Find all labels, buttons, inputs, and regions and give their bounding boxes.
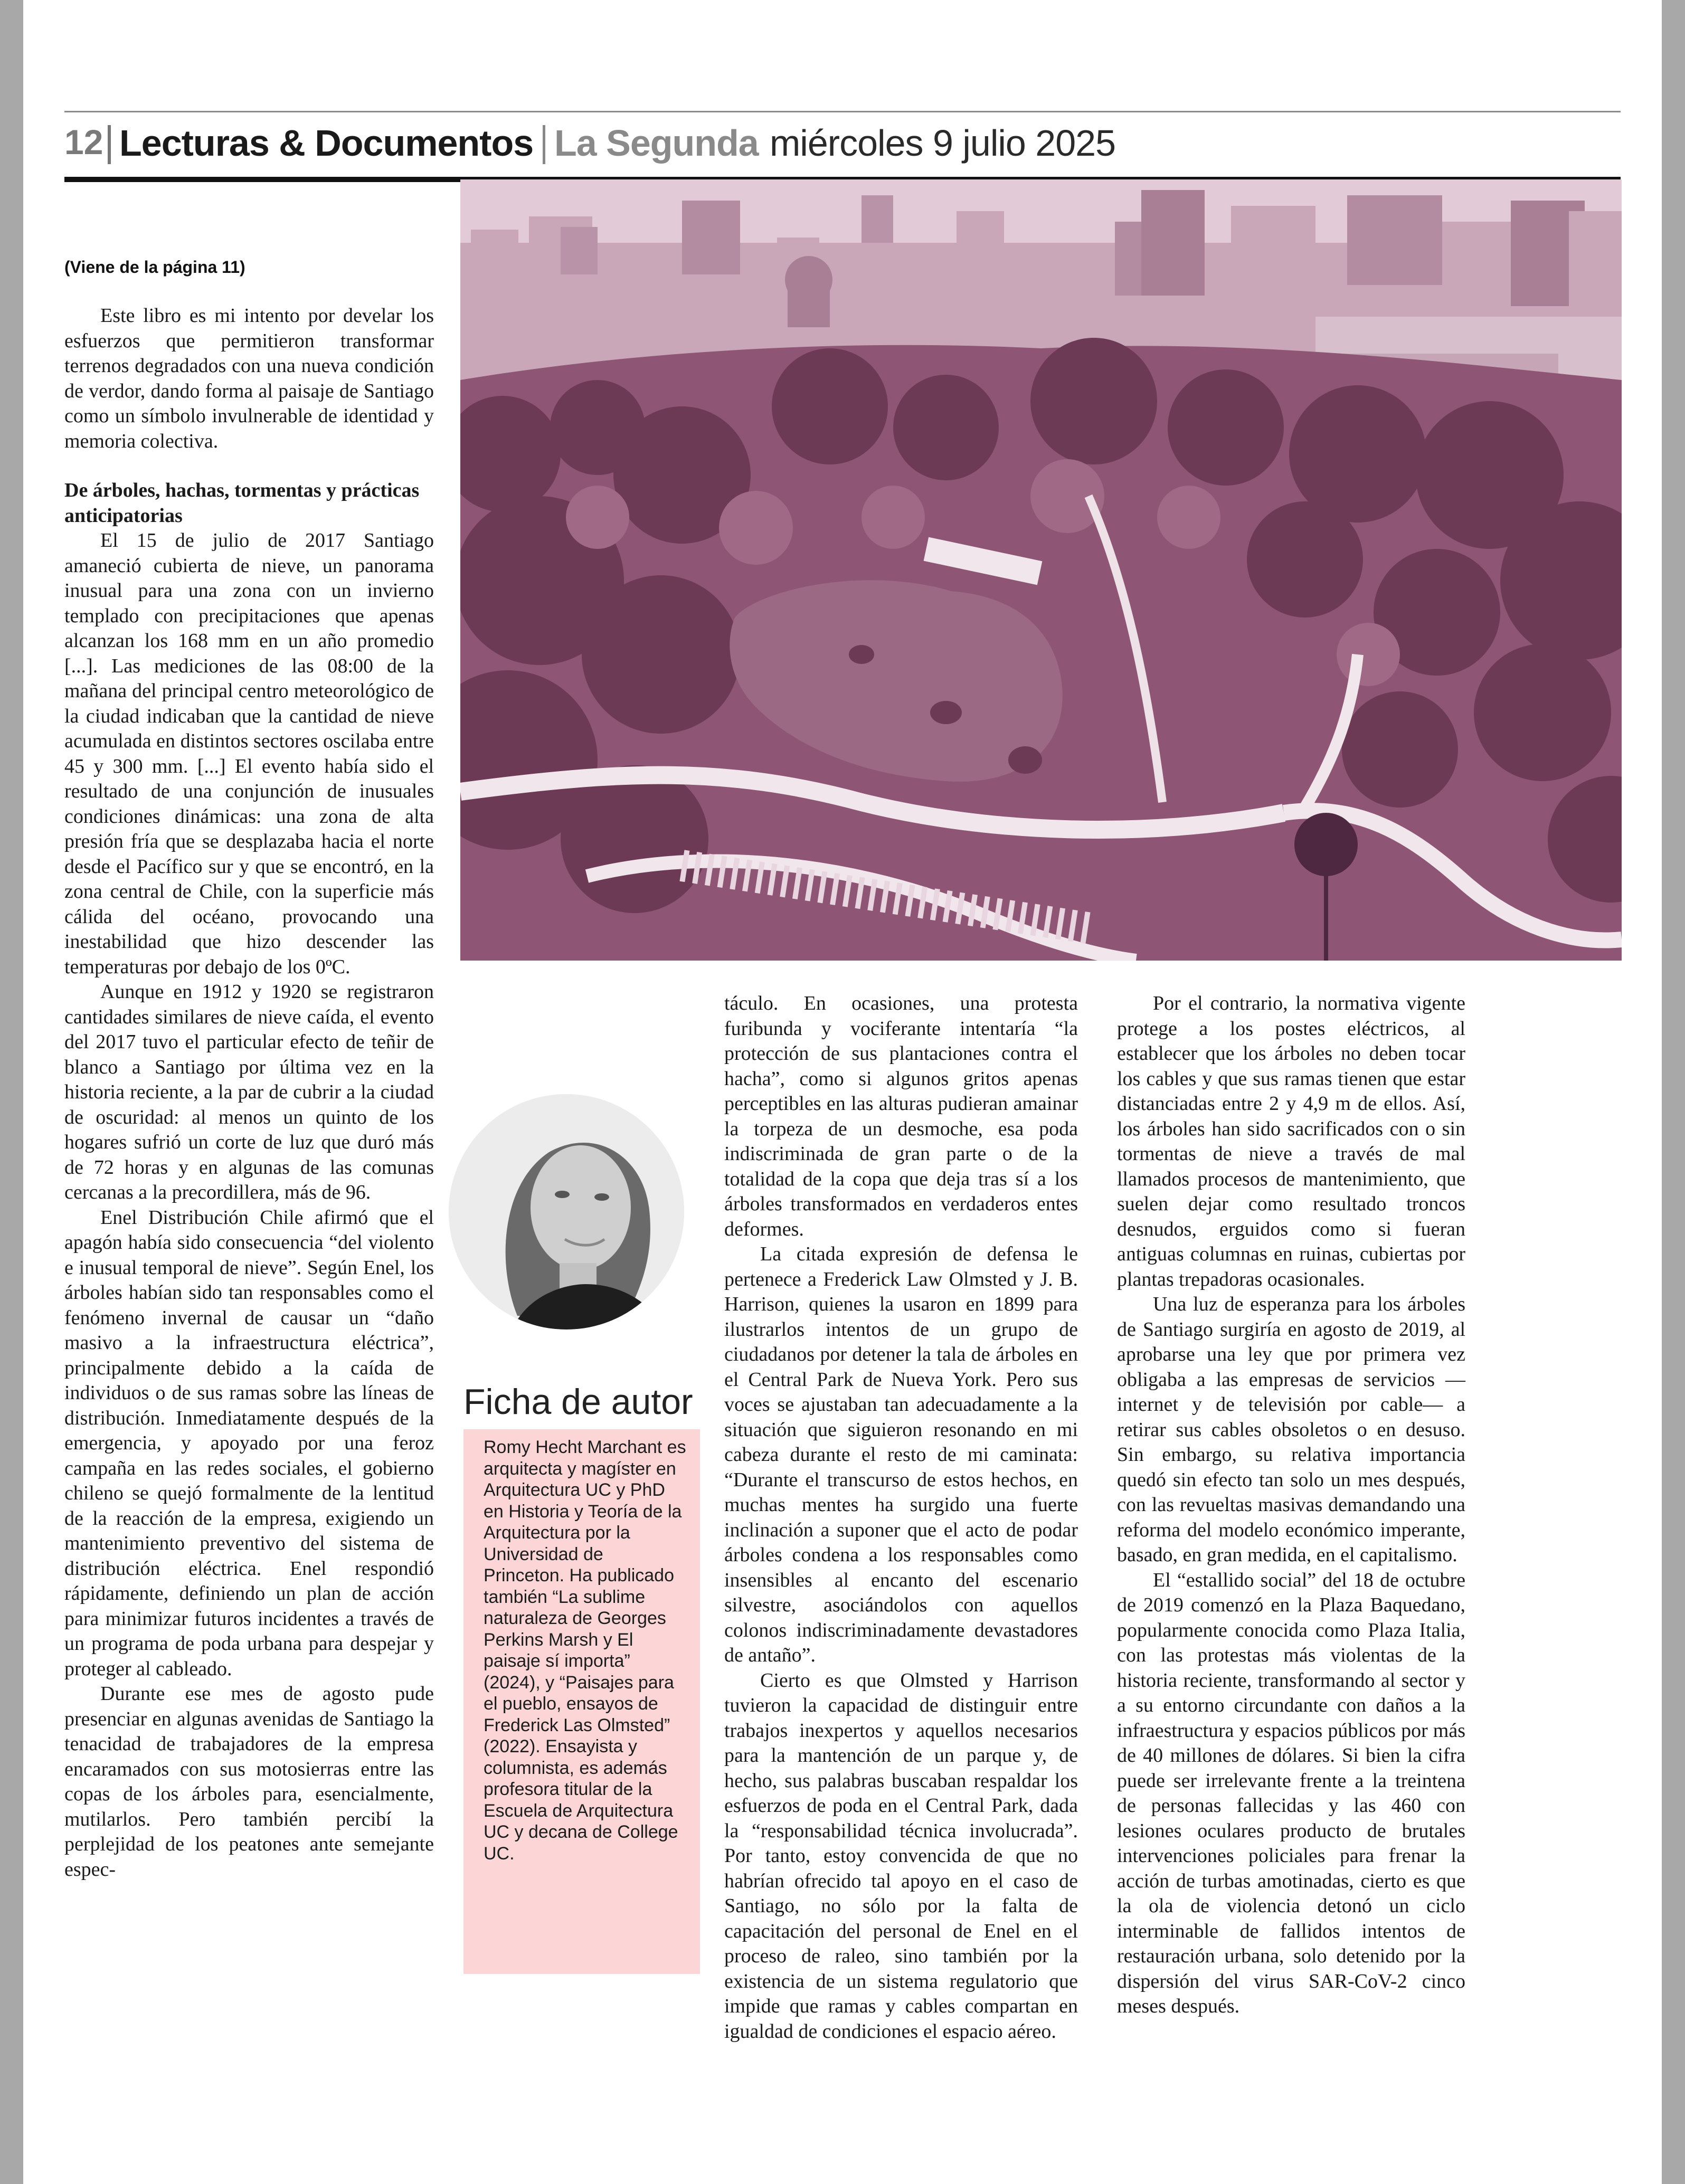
park-illustration [460,179,1622,961]
author-portrait [449,1094,684,1330]
article-column-3 [724,991,1078,2044]
author-box-title: Ficha de autor [463,1382,693,1422]
article-paragraph: Este libro es mi intento por develar los esfuerzos que permitieron transformar terrenos degradados con una nueva condición de verdor, dando forma al paisaje de Santiago como un símbolo invulnerable de identidad y memoria colectiva. [64,305,434,452]
newspaper-name: La Segunda [554,122,759,164]
article-paragraph: táculo. En ocasiones, una protesta furibunda y vociferante intentaría “la protección de sus plantaciones contra el hacha”, como si algunos gritos apenas perceptibles en las alturas pudieran amainar la torpeza de un desmoche, esa poda indiscriminada de gran parte o de la totalidad de la copa que deja tras sí a los árboles transformados en verdaderos entes deformes. [724,992,1078,1240]
article-paragraph: El 15 de julio de 2017 Santiago amaneció cubierta de nieve, un panorama inusual para una zona con un invierno templado con precipitaciones que apenas alcanzan los 168 mm en un año promedio [...]. Las mediciones de las 08:00 de la mañana del principal centro meteorológico de la ciudad indicaban que la cantidad de nieve acumulada en distintos sectores oscilaba entre 45 y 300 mm. [...] El evento había sido el resultado de una conjunción de inusuales condiciones dinámicas: una zona de alta presión fría que se desplazaba hacia el norte desde el Pacífico sur y que se encontró, en la zona central de Chile, con la superficie más cálida del océano, provocando una inestabilidad que hizo descender las temperaturas por debajo de los 0ºC. [64,529,434,978]
article-paragraph: Por el contrario, la normativa vigente protege a los postes eléctricos, al establecer que los árboles no deben tocar los cables y que sus ramas tienen que estar distanciadas entre 2 y 4,9 m de ellos. Así, los árboles han sido sacrificados con o sin tormentas de nieve a través de mal llamados procesos de mantenimiento, que suelen dejar como resultado troncos desnudos, erguidos como si fueran antiguas columnas en ruinas, cubiertas por plantas trepadoras ocasionales. [1117,992,1465,1290]
article-paragraph: Durante ese mes de agosto pude presenciar en algunas avenidas de Santiago la tenacidad de trabajadores de la empresa encaramados con sus motosierras entre las copas de los árboles para, esencialmente, mutilarlos. Pero también percibí la perplejidad de los peatones ante semejante espec- [64,1683,434,1881]
article-paragraph: La citada expresión de defensa le pertenece a Frederick Law Olmsted y J. B. Harrison, quienes la usaron en 1899 para ilustrarlos intentos de un grupo de ciudadanos por detener la tala de árboles en el Central Park de Nueva York. Pero sus voces se ajustaban tan adecuadamente a la situación que siguieron resonando en mi cabeza durante el resto de mi caminata: “Durante el transcurso de estos hechos, en muchas mentes ha surgido una fuerte inclinación a suponer que el acto de podar árboles condena a los responsables como insensibles al encanto del escenario silvestre, asociándolos con aquellos colonos indiscriminadamente devastadores de antaño”. [724,1243,1078,1666]
newspaper-page [23,0,1662,2184]
section-title: Lecturas & Documentos [119,122,534,164]
author-bio: Romy Hecht Marchant es arquitecta y magíster en Arquitectura UC y PhD en Historia y Teoría de la Arquitectura por la Universidad de Princeton. Ha publicado también “La sublime naturaleza de Georges Perkins Marsh y El paisaje sí importa” (2024), y “Paisajes para el pueblo, ensayos de Frederick Las Olmsted” (2022). Ensayista y columnista, es además profesora titular de la Escuela de Arquitectura UC y decana de College UC. [484,1437,686,1864]
masthead [64,111,1621,181]
article-paragraph: Aunque en 1912 y 1920 se registraron cantidades similares de nieve caída, el evento del 2017 tuvo el particular efecto de teñir de blanco a Santiago por última vez en la historia reciente, a la par de cubrir a la ciudad de oscuridad: al menos un quinto de los hogares sufrió un corte de luz que duró más de 72 horas y en algunas de las comunas cercanas a la precordillera, más de 96. [64,981,434,1203]
park-aerial-photo [460,179,1622,961]
article-paragraph: Enel Distribución Chile afirmó que el apagón había sido consecuencia “del violento e inusual temporal de nieve”. Según Enel, los árboles habían sido tan responsables como el fenómeno invernal de causar un “daño masivo a la infraestructura eléctrica”, principalmente debido a la caída de individuos o de sus ramas sobre las líneas de distribución. Inmediatamente después de la emergencia, y apoyado por una feroz campaña en las redes sociales, el gobierno chileno se quejó formalmente de la lentitud de la reacción de la empresa, exigiendo un mantenimiento preventivo del sistema de distribución eléctrica. Enel respondió rápidamente, definiendo un plan de acción para minimizar futuros incidentes a través de un programa de poda urbana para despejar y proteger al cableado. [64,1206,434,1680]
article-subhead: De árboles, hachas, tormentas y prácticas anticipatorias [64,479,420,527]
article-column-1 [64,303,434,1882]
article-paragraph: El “estallido social” del 18 de octubre de 2019 comenzó en la Plaza Baquedano, popularmente conocida como Plaza Italia, con las protestas más violentas de la historia reciente, transformando al sector y a su entorno circundante con daños a la infraestructura y espacios públicos por más de 40 millones de dólares. Si bien la cifra puede ser irrelevante frente a la treintena de personas fallecidas y las 460 con lesiones oculares producto de brutales intervenciones policiales para frenar la acción de turbas amotinadas, cierto es que la ola de violencia detonó un ciclo interminable de fallidos intentos de restauración urbana, solo detenido por la dispersión del virus SAR-CoV-2 cinco meses después. [1117,1569,1465,2017]
masthead-divider [543,125,545,164]
author-bio-box [463,1429,700,1974]
author-photo [449,1094,684,1330]
article-column-4 [1117,991,1465,2019]
continuation-kicker: (Viene de la página 11) [64,258,245,277]
article-paragraph: Cierto es que Olmsted y Harrison tuvieron la capacidad de distinguir entre trabajos inexpertos y aquellos necesarios para la mantención de un parque y, de hecho, sus palabras buscaban respaldar los esfuerzos de poda en el Central Park, dada la “responsabilidad técnica involucrada”. Por tanto, estoy convencida de que no habrían ofrecido tal apoyo en el caso de Santiago, no sólo por la falta de capacitación del personal de Enel en el proceso de raleo, sino también por la existencia de un sistema regulatorio que impide que ramas y cables compartan en igualdad de condiciones el espacio aéreo. [724,1669,1078,2043]
issue-date: miércoles 9 julio 2025 [770,122,1116,164]
page-number: 12 [64,122,103,162]
masthead-divider [108,125,111,164]
article-paragraph: Una luz de esperanza para los árboles de Santiago surgiría en agosto de 2019, al aprobarse una ley que por primera vez obligaba a las empresas de servicios —internet y de televisión por cable— a retirar sus cables obsoletos o en desuso. Sin embargo, su relativa importancia quedó sin efecto tan solo un mes después, con las revueltas masivas demandando una reforma del modelo económico imperante, basado, en gran medida, en el capitalismo. [1117,1293,1465,1566]
